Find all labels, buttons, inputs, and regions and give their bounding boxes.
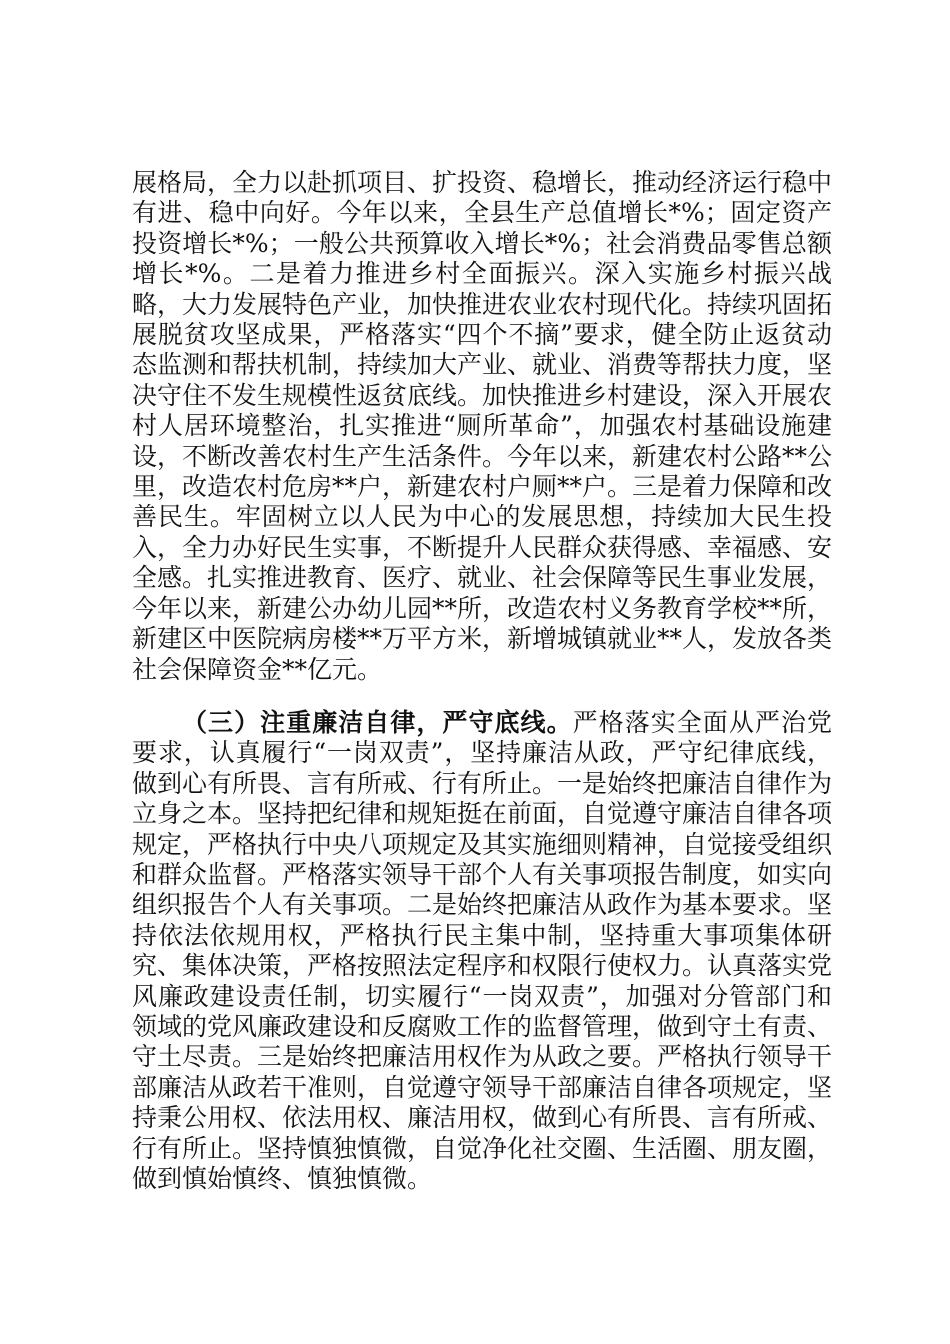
section-heading-integrity: （三）注重廉洁自律，严守底线。 — [182, 707, 573, 737]
paragraph-integrity-body: 严格落实全面从严治党要求，认真履行“一岗双责”，坚持廉洁从政，严守纪律底线，做到心有所畏、言有所戒、行有所止。一是始终把廉洁自律作为立身之本。坚持把纪律和规矩挺在前面，自觉遵守廉洁自律各项规定，严格执行中央八项规定及其实施细则精神，自觉接受组织和群众监督。严格落实领导干部个人有关事项报告制度，如实向组织报告个人有关事项。二是始终把廉洁从政作为基本要求。坚持依法依规用权，严格执行民主集中制，坚持重大事项集体研究、集体决策，严格按照法定程序和权限行使权力。认真落实党风廉政建设责任制，切实履行“一岗双责”，加强对分管部门和领域的党风廉政建设和反腐败工作的监督管理，做到守土有责、守土尽责。三是始终把廉洁用权作为从政之要。严格执行领导干部廉洁从政若干准则，自觉遵守领导干部廉洁自律各项规定，坚持秉公用权、依法用权、廉洁用权，做到心有所畏、言有所戒、行有所止。坚持慎独慎微，自觉净化社交圈、生活圈、朋友圈，做到慎始慎终、慎独慎微。 — [132, 707, 833, 1193]
document-body — [132, 168, 832, 1194]
paragraph-integrity — [132, 708, 832, 1195]
paragraph-economy-rural-livelihood: 展格局，全力以赴抓项目、扩投资、稳增长，推动经济运行稳中有进、稳中向好。今年以来，全县生产总值增长*%；固定资产投资增长*%；一般公共预算收入增长*%；社会消费品零售总额增长*%。二是着力推进乡村全面振兴。深入实施乡村振兴战略，大力发展特色产业，加快推进农业农村现代化。持续巩固拓展脱贫攻坚成果，严格落实“四个不摘”要求，健全防止返贫动态监测和帮扶机制，持续加大产业、就业、消费等帮扶力度，坚决守住不发生规模性返贫底线。加快推进乡村建设，深入开展农村人居环境整治，扎实推进“厕所革命”，加强农村基础设施建设，不断改善农村生产生活条件。今年以来，新建农村公路**公里，改造农村危房**户，新建农村户厕**户。三是着力保障和改善民生。牢固树立以人民为中心的发展思想，持续加大民生投入，全力办好民生实事，不断提升人民群众获得感、幸福感、安全感。扎实推进教育、医疗、就业、社会保障等民生事业发展，今年以来，新建公办幼儿园**所，改造农村义务教育学校**所，新建区中医院病房楼**万平方米，新增城镇就业**人，发放各类社会保障资金**亿元。 — [132, 168, 833, 684]
